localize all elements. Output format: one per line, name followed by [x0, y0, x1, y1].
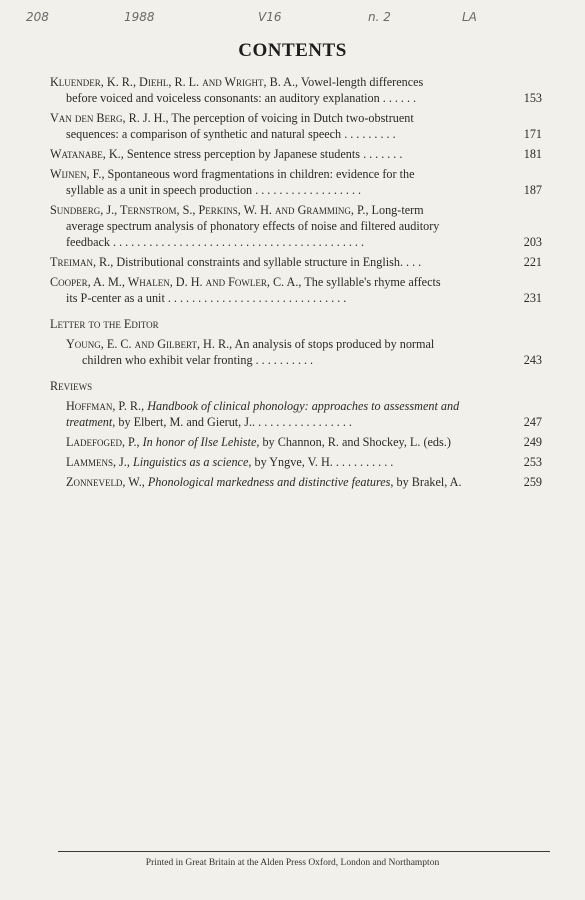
footer-rule [58, 851, 550, 852]
toc-entry: Kluender, K. R., Diehl, R. L. and Wright, B. A., Vowel-length differences before voiced and voiceless consonants: an auditory explanation ...... 153 [50, 75, 542, 105]
toc-entry-letter: Young, E. C. and Gilbert, H. R., An analysis of stops produced by normal children who exhibit velar fronting .......... 243 [66, 337, 542, 367]
entry-authors: Treiman, R., [50, 255, 114, 269]
entry-title: An analysis of stops produced by normal [234, 337, 435, 351]
toc-entry-review [50, 434, 542, 450]
entry-authors: Kluender, K. R., Diehl, R. L. and Wright, B. A., [50, 75, 299, 89]
entry-title-cont: before voiced and voiceless consonants: an auditory explanation [66, 91, 380, 105]
toc-entry: Van den Berg, R. J. H., The perception of voicing in Dutch two-obstruent sequences: a comparison of synthetic and natural speech ......... 171 [50, 111, 542, 141]
review-book-title-cont: treatment [66, 415, 113, 429]
entry-title: Sentence stress perception by Japanese students [126, 147, 361, 161]
page-number: 181 [523, 147, 542, 161]
toc-entry: Sundberg, J., Ternstrom, S., Perkins, W. H. and Gramming, P., Long-term average spectrum analysis of phonatory effects of noise and filtered auditory feedback .......................................... 203 [50, 203, 542, 249]
toc-entry-review: Hoffman, P. R., Handbook of clinical phonology: approaches to assessment and treatment, by Elbert, M. and Gierut, J.. ................ 247 [66, 399, 542, 429]
entry-title: The syllable's rhyme affects [304, 275, 441, 289]
review-book-by: , by Elbert, M. and Gierut, J.. [112, 415, 256, 429]
review-book-by: , by Yngve, V. H. [248, 455, 333, 469]
page-number: 253 [523, 455, 542, 469]
review-book-title: Linguistics as a science [132, 455, 249, 469]
page-number: 259 [523, 475, 542, 489]
toc-entry: Watanabe, K., Sentence stress perception by Japanese students ....... 181 [50, 147, 542, 161]
entry-title: The perception of voicing in Dutch two-obstruent [171, 111, 414, 125]
page-number: 153 [523, 91, 542, 105]
entry-title: Distributional constraints and syllable structure in English [116, 255, 400, 269]
entry-title-cont: syllable as a unit in speech production [66, 183, 253, 197]
page-number: 171 [523, 127, 542, 141]
section-heading-reviews: Reviews [50, 379, 93, 393]
entry-title-cont: average spectrum analysis of phonatory effects of noise and filtered auditory [66, 219, 440, 233]
review-book-by: , by Channon, R. and Shockey, L. (eds.) [256, 435, 451, 449]
review-author: Lammens, J., [66, 455, 130, 469]
entry-authors: Wijnen, F., [50, 167, 105, 181]
page-number: 221 [523, 255, 542, 269]
entry-authors: Young, E. C. and Gilbert, H. R., [66, 337, 233, 351]
toc-entry: Cooper, A. M., Whalen, D. H. and Fowler, C. A., The syllable's rhyme affects its P-center as a unit .............................. 231 [50, 275, 542, 305]
printer-imprint: Printed in Great Britain at the Alden Press Oxford, London and Northampton [145, 858, 440, 868]
page-number: 247 [523, 415, 542, 429]
section-heading-letter: Letter to the Editor [50, 317, 159, 331]
page-title: CONTENTS [238, 40, 347, 61]
entry-authors: Van den Berg, R. J. H., [50, 111, 169, 125]
handwritten-note: 1988 [124, 10, 155, 24]
review-book-title: In honor of Ilse Lehiste [142, 435, 257, 449]
entry-title: Vowel-length differences [300, 75, 424, 89]
review-book-title: Handbook of clinical phonology: approaches to assessment and [147, 399, 460, 413]
entry-authors: Sundberg, J., Ternstrom, S., Perkins, W. H. and Gramming, P., [50, 203, 369, 217]
entry-title-cont: its P-center as a unit [66, 291, 165, 305]
entry-title-cont: feedback [66, 235, 110, 249]
toc-entry: Wijnen, F., Spontaneous word fragmentations in children: evidence for the syllable as a unit in speech production .................. 187 [50, 167, 542, 197]
handwritten-note: LA [462, 10, 477, 24]
handwritten-note: n. 2 [368, 10, 391, 24]
handwritten-note: V16 [258, 10, 282, 24]
toc-entry-review: Lammens, J., Linguistics as a science, by Yngve, V. H. .......... 253 [66, 455, 542, 469]
page-number: 243 [523, 353, 542, 367]
table-of-contents [50, 74, 542, 494]
review-author: Hoffman, P. R., [66, 399, 145, 413]
review-author: Ladefoged, P., [66, 435, 140, 449]
toc-entry-review [50, 474, 542, 490]
entry-authors: Cooper, A. M., Whalen, D. H. and Fowler, C. A., [50, 275, 302, 289]
review-book-title: Phonological markedness and distinctive features [147, 475, 391, 489]
page-number: 249 [523, 435, 542, 449]
page-number: 187 [523, 183, 542, 197]
entry-title: Long-term [371, 203, 424, 217]
review-author: Zonneveld, W., [66, 475, 145, 489]
review-book-by: , by Brakel, A. [390, 475, 462, 489]
entry-title: Spontaneous word fragmentations in children: evidence for the [107, 167, 415, 181]
page-number: 231 [523, 291, 542, 305]
page-number: 203 [523, 235, 542, 249]
handwritten-note: 208 [26, 10, 49, 24]
entry-title-cont: children who exhibit velar fronting [82, 353, 253, 367]
entry-authors: Watanabe, K., [50, 147, 124, 161]
entry-title-cont: sequences: a comparison of synthetic and natural speech [66, 127, 342, 141]
toc-entry: Treiman, R., Distributional constraints and syllable structure in English.... 221 [50, 255, 542, 269]
